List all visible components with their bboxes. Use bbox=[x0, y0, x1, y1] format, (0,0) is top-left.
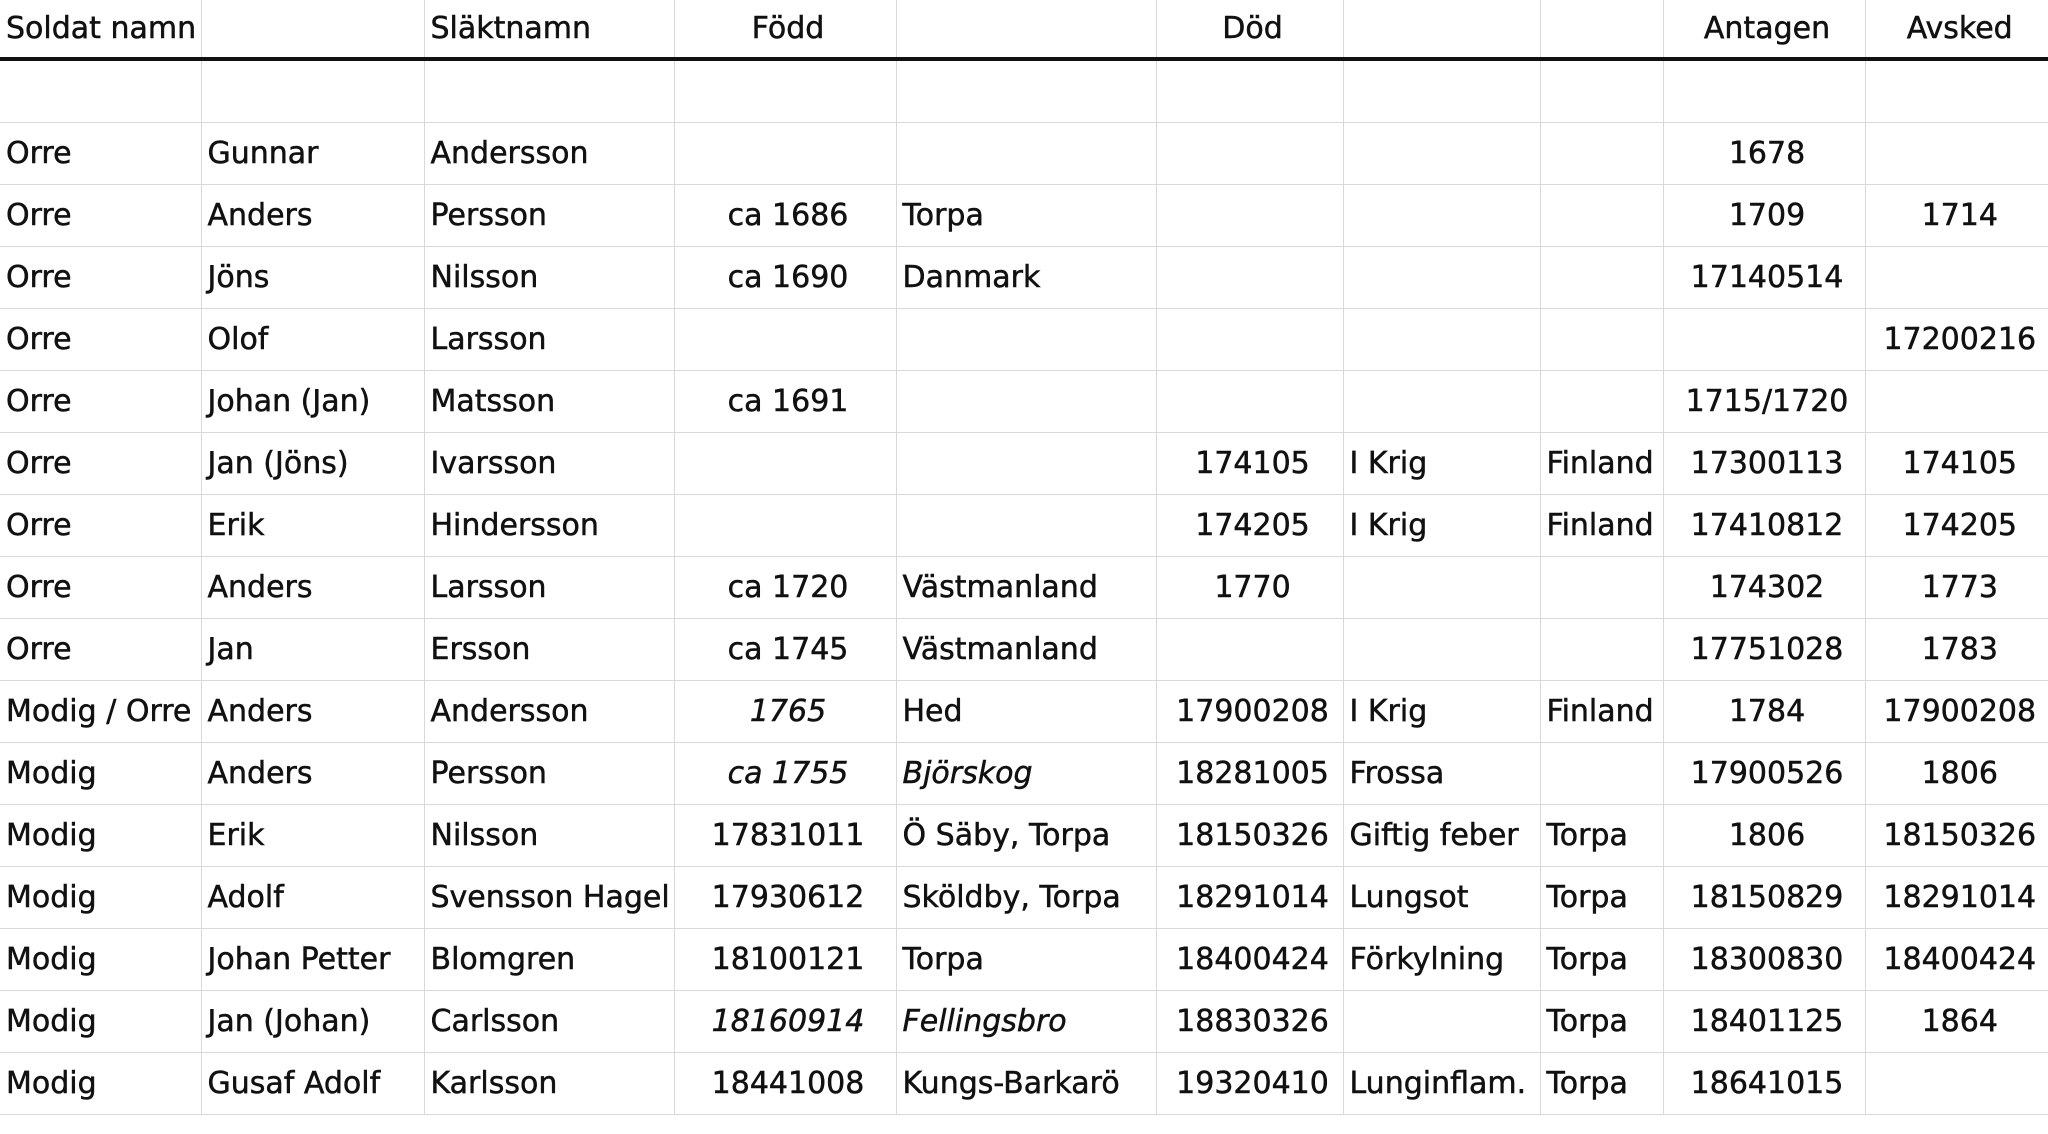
cell-discharged-date[interactable]: 1864 bbox=[1865, 990, 2048, 1052]
cell-soldier-name[interactable]: Modig bbox=[0, 928, 201, 990]
cell-enlisted-date[interactable] bbox=[1663, 308, 1865, 370]
table-row bbox=[0, 432, 2048, 494]
cell-born-place[interactable] bbox=[896, 370, 1156, 432]
cell-first-name[interactable]: Johan Petter bbox=[201, 928, 424, 990]
cell-discharged-date[interactable] bbox=[1865, 59, 2048, 122]
cell-death-cause[interactable] bbox=[1343, 184, 1540, 246]
cell-discharged-date[interactable]: 18150326 bbox=[1865, 804, 2048, 866]
cell-death-place[interactable] bbox=[1540, 59, 1663, 122]
cell-first-name[interactable]: Erik bbox=[201, 494, 424, 556]
cell-enlisted-date[interactable]: 18150829 bbox=[1663, 866, 1865, 928]
cell-first-name[interactable]: Gunnar bbox=[201, 122, 424, 184]
cell-death-cause[interactable] bbox=[1343, 556, 1540, 618]
cell-born-place[interactable] bbox=[896, 308, 1156, 370]
cell-discharged-date[interactable] bbox=[1865, 122, 2048, 184]
cell-born-place[interactable]: Västmanland bbox=[896, 618, 1156, 680]
cell-soldier-name[interactable]: Modig bbox=[0, 1052, 201, 1114]
cell-family-name[interactable]: Persson bbox=[424, 184, 674, 246]
cell-born-date[interactable] bbox=[674, 59, 896, 122]
cell-discharged-date[interactable]: 1783 bbox=[1865, 618, 2048, 680]
cell-discharged-date[interactable]: 1714 bbox=[1865, 184, 2048, 246]
cell-born-place[interactable] bbox=[896, 59, 1156, 122]
cell-death-cause[interactable]: Lungsot bbox=[1343, 866, 1540, 928]
cell-first-name[interactable]: Anders bbox=[201, 556, 424, 618]
cell-enlisted-date[interactable] bbox=[1663, 59, 1865, 122]
cell-death-date[interactable]: 18281005 bbox=[1156, 742, 1343, 804]
cell-discharged-date[interactable]: 18291014 bbox=[1865, 866, 2048, 928]
cell-born-place[interactable]: Fellingsbro bbox=[896, 990, 1156, 1052]
cell-discharged-date[interactable]: 1806 bbox=[1865, 742, 2048, 804]
cell-death-place[interactable] bbox=[1540, 184, 1663, 246]
cell-born-date[interactable]: 17831011 bbox=[674, 804, 896, 866]
cell-soldier-name[interactable]: Orre bbox=[0, 494, 201, 556]
cell-soldier-name[interactable]: Modig bbox=[0, 804, 201, 866]
cell-born-date[interactable]: ca 1690 bbox=[674, 246, 896, 308]
cell-death-place[interactable]: Torpa bbox=[1540, 1052, 1663, 1114]
cell-enlisted-date[interactable]: 1806 bbox=[1663, 804, 1865, 866]
cell-born-place[interactable]: Björskog bbox=[896, 742, 1156, 804]
cell-death-cause[interactable]: I Krig bbox=[1343, 680, 1540, 742]
cell-discharged-date[interactable]: 174205 bbox=[1865, 494, 2048, 556]
cell-death-date[interactable] bbox=[1156, 246, 1343, 308]
cell-death-place[interactable]: Torpa bbox=[1540, 866, 1663, 928]
cell-family-name[interactable]: Karlsson bbox=[424, 1052, 674, 1114]
cell-family-name[interactable]: Ivarsson bbox=[424, 432, 674, 494]
cell-family-name[interactable] bbox=[424, 59, 674, 122]
cell-first-name[interactable]: Jan (Johan) bbox=[201, 990, 424, 1052]
table-row bbox=[0, 866, 2048, 928]
header-row bbox=[0, 0, 2048, 59]
cell-death-date[interactable]: 18291014 bbox=[1156, 866, 1343, 928]
cell-first-name[interactable]: Johan (Jan) bbox=[201, 370, 424, 432]
cell-family-name[interactable]: Larsson bbox=[424, 556, 674, 618]
cell-death-cause[interactable] bbox=[1343, 246, 1540, 308]
cell-enlisted-date[interactable]: 17300113 bbox=[1663, 432, 1865, 494]
cell-soldier-name[interactable]: Orre bbox=[0, 556, 201, 618]
cell-death-date[interactable]: 1770 bbox=[1156, 556, 1343, 618]
cell-death-place[interactable] bbox=[1540, 122, 1663, 184]
table-row bbox=[0, 680, 2048, 742]
table-row bbox=[0, 742, 2048, 804]
cell-soldier-name[interactable] bbox=[0, 59, 201, 122]
cell-soldier-name[interactable]: Modig bbox=[0, 742, 201, 804]
cell-soldier-name[interactable]: Modig / Orre bbox=[0, 680, 201, 742]
cell-death-cause[interactable] bbox=[1343, 618, 1540, 680]
cell-death-cause[interactable] bbox=[1343, 990, 1540, 1052]
header-soldier-name[interactable]: Soldat namn bbox=[0, 0, 201, 59]
cell-born-place[interactable]: Sköldby, Torpa bbox=[896, 866, 1156, 928]
cell-death-place[interactable] bbox=[1540, 308, 1663, 370]
table-row bbox=[0, 308, 2048, 370]
table-row bbox=[0, 1052, 2048, 1114]
cell-discharged-date[interactable]: 17900208 bbox=[1865, 680, 2048, 742]
cell-family-name[interactable]: Nilsson bbox=[424, 804, 674, 866]
cell-first-name[interactable]: Anders bbox=[201, 184, 424, 246]
cell-born-place[interactable]: Västmanland bbox=[896, 556, 1156, 618]
cell-death-date[interactable]: 17900208 bbox=[1156, 680, 1343, 742]
cell-death-date[interactable]: 19320410 bbox=[1156, 1052, 1343, 1114]
cell-death-cause[interactable] bbox=[1343, 370, 1540, 432]
cell-death-date[interactable] bbox=[1156, 59, 1343, 122]
cell-born-date[interactable] bbox=[674, 494, 896, 556]
cell-family-name[interactable]: Ersson bbox=[424, 618, 674, 680]
cell-enlisted-date[interactable]: 1709 bbox=[1663, 184, 1865, 246]
cell-death-date[interactable]: 18400424 bbox=[1156, 928, 1343, 990]
cell-born-place[interactable] bbox=[896, 494, 1156, 556]
cell-death-date[interactable] bbox=[1156, 184, 1343, 246]
cell-family-name[interactable]: Matsson bbox=[424, 370, 674, 432]
cell-discharged-date[interactable] bbox=[1865, 370, 2048, 432]
cell-family-name[interactable]: Carlsson bbox=[424, 990, 674, 1052]
cell-soldier-name[interactable]: Modig bbox=[0, 866, 201, 928]
cell-death-place[interactable] bbox=[1540, 246, 1663, 308]
cell-family-name[interactable]: Nilsson bbox=[424, 246, 674, 308]
cell-family-name[interactable]: Andersson bbox=[424, 680, 674, 742]
cell-death-place[interactable]: Torpa bbox=[1540, 990, 1663, 1052]
cell-born-date[interactable]: ca 1686 bbox=[674, 184, 896, 246]
cell-discharged-date[interactable]: 18400424 bbox=[1865, 928, 2048, 990]
header-family-name[interactable]: Släktnamn bbox=[424, 0, 674, 59]
cell-death-place[interactable]: Finland bbox=[1540, 432, 1663, 494]
cell-enlisted-date[interactable]: 17900526 bbox=[1663, 742, 1865, 804]
cell-death-cause[interactable]: I Krig bbox=[1343, 432, 1540, 494]
cell-death-cause[interactable] bbox=[1343, 122, 1540, 184]
cell-first-name[interactable]: Anders bbox=[201, 742, 424, 804]
cell-discharged-date[interactable] bbox=[1865, 1052, 2048, 1114]
cell-first-name[interactable]: Jan (Jöns) bbox=[201, 432, 424, 494]
cell-enlisted-date[interactable]: 17751028 bbox=[1663, 618, 1865, 680]
cell-born-date[interactable] bbox=[674, 122, 896, 184]
cell-born-date[interactable]: 1765 bbox=[674, 680, 896, 742]
cell-death-date[interactable] bbox=[1156, 122, 1343, 184]
table-row bbox=[0, 184, 2048, 246]
cell-family-name[interactable]: Andersson bbox=[424, 122, 674, 184]
cell-born-place[interactable]: Ö Säby, Torpa bbox=[896, 804, 1156, 866]
cell-death-cause[interactable]: Giftig feber bbox=[1343, 804, 1540, 866]
cell-born-date[interactable]: 18441008 bbox=[674, 1052, 896, 1114]
cell-enlisted-date[interactable]: 17140514 bbox=[1663, 246, 1865, 308]
cell-first-name[interactable]: Jöns bbox=[201, 246, 424, 308]
cell-death-place[interactable] bbox=[1540, 370, 1663, 432]
cell-soldier-name[interactable]: Modig bbox=[0, 990, 201, 1052]
cell-first-name[interactable]: Jan bbox=[201, 618, 424, 680]
cell-first-name[interactable]: Adolf bbox=[201, 866, 424, 928]
cell-death-date[interactable]: 174105 bbox=[1156, 432, 1343, 494]
table-row bbox=[0, 928, 2048, 990]
cell-soldier-name[interactable]: Orre bbox=[0, 308, 201, 370]
cell-first-name[interactable]: Gusaf Adolf bbox=[201, 1052, 424, 1114]
cell-enlisted-date[interactable]: 174302 bbox=[1663, 556, 1865, 618]
cell-discharged-date[interactable]: 1773 bbox=[1865, 556, 2048, 618]
cell-born-date[interactable]: ca 1755 bbox=[674, 742, 896, 804]
cell-death-place[interactable] bbox=[1540, 618, 1663, 680]
cell-enlisted-date[interactable]: 1715/1720 bbox=[1663, 370, 1865, 432]
cell-death-date[interactable] bbox=[1156, 308, 1343, 370]
cell-first-name[interactable]: Olof bbox=[201, 308, 424, 370]
header-first-name[interactable] bbox=[201, 0, 424, 59]
cell-enlisted-date[interactable]: 18641015 bbox=[1663, 1052, 1865, 1114]
cell-first-name[interactable] bbox=[201, 59, 424, 122]
cell-death-date[interactable] bbox=[1156, 370, 1343, 432]
cell-death-date[interactable] bbox=[1156, 618, 1343, 680]
cell-death-cause[interactable] bbox=[1343, 308, 1540, 370]
cell-enlisted-date[interactable]: 1784 bbox=[1663, 680, 1865, 742]
cell-death-place[interactable]: Torpa bbox=[1540, 928, 1663, 990]
cell-born-place[interactable]: Kungs-Barkarö bbox=[896, 1052, 1156, 1114]
cell-soldier-name[interactable]: Orre bbox=[0, 432, 201, 494]
header-death-cause[interactable] bbox=[1343, 0, 1540, 59]
cell-death-date[interactable]: 174205 bbox=[1156, 494, 1343, 556]
cell-death-place[interactable]: Torpa bbox=[1540, 804, 1663, 866]
cell-born-place[interactable]: Torpa bbox=[896, 928, 1156, 990]
cell-enlisted-date[interactable]: 17410812 bbox=[1663, 494, 1865, 556]
cell-death-cause[interactable]: Förkylning bbox=[1343, 928, 1540, 990]
cell-death-date[interactable]: 18150326 bbox=[1156, 804, 1343, 866]
cell-death-place[interactable] bbox=[1540, 742, 1663, 804]
cell-death-cause[interactable] bbox=[1343, 59, 1540, 122]
cell-death-place[interactable] bbox=[1540, 556, 1663, 618]
header-enlisted[interactable]: Antagen bbox=[1663, 0, 1865, 59]
cell-soldier-name[interactable]: Orre bbox=[0, 246, 201, 308]
table-row bbox=[0, 494, 2048, 556]
cell-soldier-name[interactable]: Orre bbox=[0, 618, 201, 680]
cell-family-name[interactable]: Persson bbox=[424, 742, 674, 804]
cell-born-place[interactable]: Danmark bbox=[896, 246, 1156, 308]
cell-death-cause[interactable]: Frossa bbox=[1343, 742, 1540, 804]
table-row bbox=[0, 59, 2048, 122]
table-row bbox=[0, 246, 2048, 308]
cell-born-date[interactable] bbox=[674, 308, 896, 370]
cell-family-name[interactable]: Larsson bbox=[424, 308, 674, 370]
cell-born-date[interactable]: ca 1745 bbox=[674, 618, 896, 680]
cell-first-name[interactable]: Anders bbox=[201, 680, 424, 742]
cell-enlisted-date[interactable]: 1678 bbox=[1663, 122, 1865, 184]
cell-first-name[interactable]: Erik bbox=[201, 804, 424, 866]
cell-death-cause[interactable]: I Krig bbox=[1343, 494, 1540, 556]
header-discharged[interactable]: Avsked bbox=[1865, 0, 2048, 59]
cell-born-date[interactable]: 17930612 bbox=[674, 866, 896, 928]
cell-born-place[interactable]: Hed bbox=[896, 680, 1156, 742]
cell-family-name[interactable]: Blomgren bbox=[424, 928, 674, 990]
cell-enlisted-date[interactable]: 18401125 bbox=[1663, 990, 1865, 1052]
table-body bbox=[0, 59, 2048, 1114]
cell-born-place[interactable] bbox=[896, 122, 1156, 184]
table-row bbox=[0, 990, 2048, 1052]
cell-born-date[interactable] bbox=[674, 432, 896, 494]
cell-born-place[interactable]: Torpa bbox=[896, 184, 1156, 246]
table-row bbox=[0, 804, 2048, 866]
header-died[interactable]: Död bbox=[1156, 0, 1343, 59]
cell-family-name[interactable]: Hindersson bbox=[424, 494, 674, 556]
table-row bbox=[0, 370, 2048, 432]
cell-soldier-name[interactable]: Orre bbox=[0, 184, 201, 246]
cell-born-date[interactable]: ca 1720 bbox=[674, 556, 896, 618]
header-death-place[interactable] bbox=[1540, 0, 1663, 59]
table-row bbox=[0, 618, 2048, 680]
header-born[interactable]: Född bbox=[674, 0, 896, 59]
cell-enlisted-date[interactable]: 18300830 bbox=[1663, 928, 1865, 990]
cell-soldier-name[interactable]: Orre bbox=[0, 122, 201, 184]
table-row bbox=[0, 122, 2048, 184]
cell-death-place[interactable]: Finland bbox=[1540, 494, 1663, 556]
cell-born-place[interactable] bbox=[896, 432, 1156, 494]
cell-death-date[interactable]: 18830326 bbox=[1156, 990, 1343, 1052]
cell-born-date[interactable]: 18100121 bbox=[674, 928, 896, 990]
cell-death-cause[interactable]: Lunginflam. bbox=[1343, 1052, 1540, 1114]
cell-born-date[interactable]: ca 1691 bbox=[674, 370, 896, 432]
cell-discharged-date[interactable]: 17200216 bbox=[1865, 308, 2048, 370]
table-row bbox=[0, 556, 2048, 618]
cell-discharged-date[interactable]: 174105 bbox=[1865, 432, 2048, 494]
cell-family-name[interactable]: Svensson Hagel bbox=[424, 866, 674, 928]
header-born-place[interactable] bbox=[896, 0, 1156, 59]
cell-discharged-date[interactable] bbox=[1865, 246, 2048, 308]
cell-death-place[interactable]: Finland bbox=[1540, 680, 1663, 742]
cell-soldier-name[interactable]: Orre bbox=[0, 370, 201, 432]
cell-born-date[interactable]: 18160914 bbox=[674, 990, 896, 1052]
